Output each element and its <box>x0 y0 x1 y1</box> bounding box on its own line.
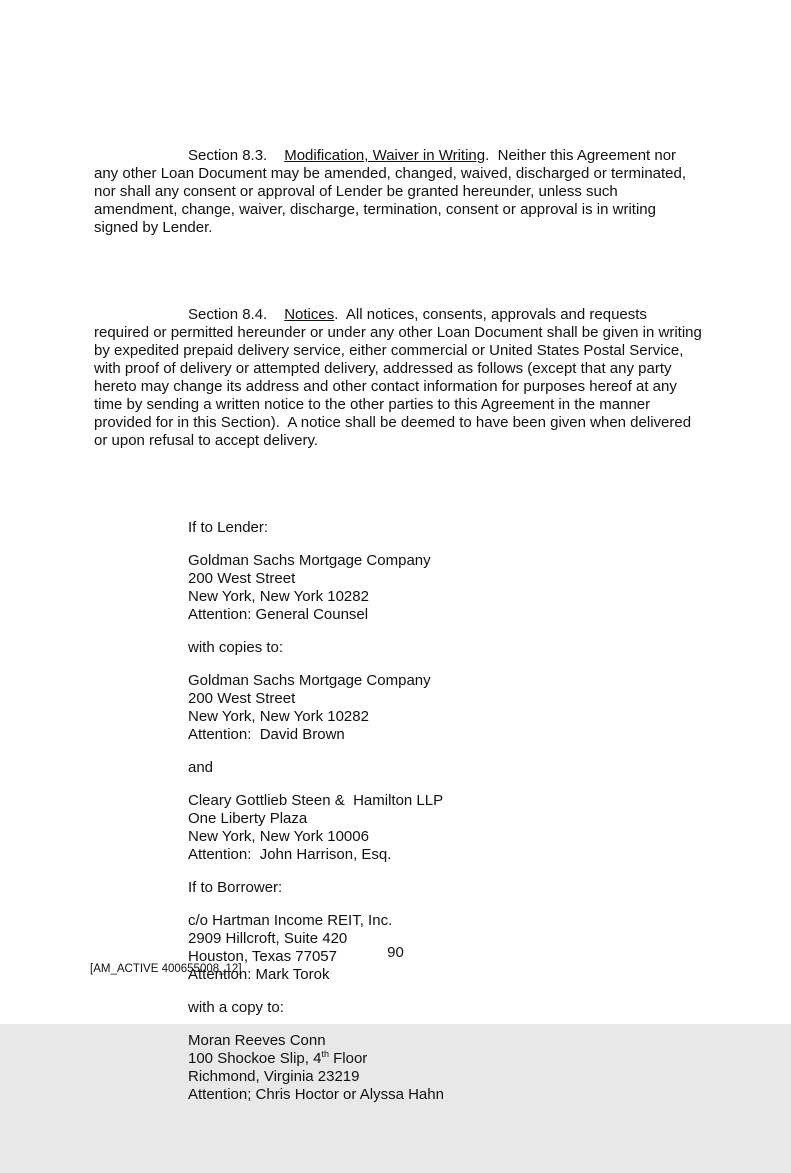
document-id-stamp: [AM_ACTIVE 400655008_12] <box>90 963 242 975</box>
address-line: c/o Hartman Income REIT, Inc. <box>188 912 393 929</box>
section-8-3-paragraph <box>94 147 702 237</box>
address-line: Moran Reeves Conn <box>188 1032 326 1049</box>
address-line-text: 100 Shockoe Slip, 4 <box>188 1050 322 1067</box>
notice-label: with a copy to: <box>188 999 284 1016</box>
address-line: Attention: John Harrison, Esq. <box>188 846 392 863</box>
address-line: Attention; Chris Hoctor or Alyssa Hahn <box>188 1086 444 1103</box>
section-8-4-body: . All notices, consents, approvals and requests required or permitted hereunder or under any other Loan Document shall be given in writing by expedited prepaid delivery service, either commercial or United States Postal Service, with proof of delivery or attempted delivery, addressed as follows (except that any party hereto may change its address and other contact information for purposes hereof at any time by sending a written notice to the other parties to this Agreement in the manner provided for in this Section). A notice shall be deemed to have been given when delivered or upon refusal to accept delivery. <box>94 306 707 449</box>
address-line-text: Floor <box>328 1050 368 1067</box>
section-8-3-label: Section 8.3. <box>188 147 268 164</box>
notice-label: and <box>188 759 214 776</box>
address-line: New York, New York 10282 <box>188 588 369 605</box>
notice-label: with copies to: <box>188 639 284 656</box>
address-line: New York, New York 10282 <box>188 708 369 725</box>
section-8-4-title: Notices <box>284 306 335 323</box>
ordinal-superscript: th <box>321 1049 329 1059</box>
address-line: Houston, Texas 77057 <box>188 948 337 965</box>
address-line: 200 West Street <box>188 690 296 707</box>
section-8-4-label: Section 8.4. <box>188 306 268 323</box>
address-block <box>188 672 702 744</box>
address-line: 200 West Street <box>188 570 296 587</box>
address-line: Attention: General Counsel <box>188 606 369 623</box>
address-block <box>188 792 702 864</box>
address-line: Cleary Gottlieb Steen & Hamilton LLP <box>188 792 444 809</box>
section-8-4-paragraph <box>94 306 707 450</box>
address-line: 2909 Hillcroft, Suite 420 <box>188 930 348 947</box>
address-line: Goldman Sachs Mortgage Company <box>188 552 431 569</box>
page-number: 90 <box>387 944 404 961</box>
notice-label: If to Borrower: <box>188 879 283 896</box>
address-line: Attention: Mark Torok <box>188 966 330 983</box>
address-line: Attention: David Brown <box>188 726 345 743</box>
section-8-3-title: Modification, Waiver in Writing <box>284 147 486 164</box>
address-block <box>188 1032 702 1104</box>
address-line: New York, New York 10006 <box>188 828 369 845</box>
page-content <box>94 93 707 1173</box>
address-block <box>188 552 702 624</box>
address-line <box>188 1050 702 1068</box>
notice-label: If to Lender: <box>188 519 269 536</box>
address-line: Goldman Sachs Mortgage Company <box>188 672 431 689</box>
notice-address-blocks <box>94 519 702 1104</box>
address-line: Richmond, Virginia 23219 <box>188 1068 360 1085</box>
section-8-3-body: . Neither this Agreement nor any other Loan Document may be amended, changed, waived, discharged or terminated, nor shall any consent or approval of Lender be granted hereunder, unless such amendment, change, waiver, discharge, termination, consent or approval is in writing signed by Lender. <box>94 147 691 236</box>
address-line: One Liberty Plaza <box>188 810 308 827</box>
